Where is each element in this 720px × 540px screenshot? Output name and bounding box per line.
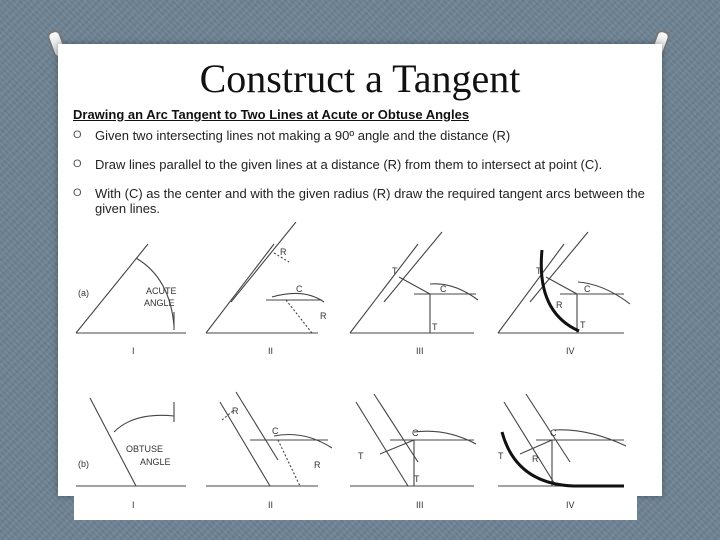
center-label: C [296, 284, 303, 294]
panel-a-iv [498, 232, 630, 333]
tangent-point-label: T [432, 322, 438, 332]
radius-label: R [556, 300, 563, 310]
bullet-item [73, 186, 653, 216]
bullet-marker-icon: O [73, 158, 82, 170]
radius-label: R [314, 460, 321, 470]
step-label-a-i: I [132, 346, 135, 356]
step-label-b-ii: II [268, 500, 274, 510]
panel-b-ii [206, 392, 332, 486]
panel-a-ii [206, 222, 324, 333]
step-label-b-i: I [132, 500, 135, 510]
radius-label: R [320, 311, 327, 321]
bullet-text: Draw lines parallel to the given lines at a distance (R) from them to intersect at point (C). [95, 157, 603, 172]
radius-label: R [532, 454, 539, 464]
panel-a-iii [350, 232, 478, 333]
center-label: C [550, 428, 557, 438]
tangent-construction-figure [74, 222, 637, 520]
bullet-item [73, 128, 653, 143]
construction-drawing [74, 222, 637, 520]
radius-label: R [232, 406, 239, 416]
slide-subtitle: Drawing an Arc Tangent to Two Lines at Acute or Obtuse Angles [73, 107, 470, 122]
bullet-marker-icon: O [73, 187, 82, 199]
bullet-list [73, 128, 653, 230]
bullet-text: Given two intersecting lines not making a 90º angle and the distance (R) [95, 128, 511, 143]
panel-b-iii [350, 394, 476, 486]
radius-label: R [280, 247, 287, 257]
tangent-point-label: T [536, 266, 542, 276]
center-label: C [272, 426, 279, 436]
panel-b-iv [498, 394, 626, 486]
step-label-a-ii: II [268, 346, 274, 356]
bullet-item [73, 157, 653, 172]
step-label-b-iv: IV [566, 500, 575, 510]
bullet-text: With (C) as the center and with the given radius (R) draw the required tangent arcs between the given lines. [95, 186, 645, 216]
bullet-marker-icon: O [73, 129, 82, 141]
center-label: C [412, 428, 419, 438]
tangent-point-label: T [392, 266, 398, 276]
center-label: C [584, 284, 591, 294]
acute-label-2: ANGLE [144, 298, 175, 308]
step-label-a-iv: IV [566, 346, 575, 356]
acute-label-1: ACUTE [146, 286, 177, 296]
panel-b-i [76, 398, 186, 486]
obtuse-label-2: ANGLE [140, 457, 171, 467]
center-label: C [440, 284, 447, 294]
tangent-point-label: T [358, 451, 364, 461]
step-label-a-iii: III [416, 346, 424, 356]
tangent-point-label: T [498, 451, 504, 461]
tangent-point-label: T [580, 320, 586, 330]
row-b-label: (b) [78, 459, 89, 469]
slide-title: Construct a Tangent [199, 56, 521, 101]
obtuse-label-1: OBTUSE [126, 444, 164, 454]
row-a-label: (a) [78, 288, 89, 298]
tangent-point-label: T [414, 474, 420, 484]
step-label-b-iii: III [416, 500, 424, 510]
